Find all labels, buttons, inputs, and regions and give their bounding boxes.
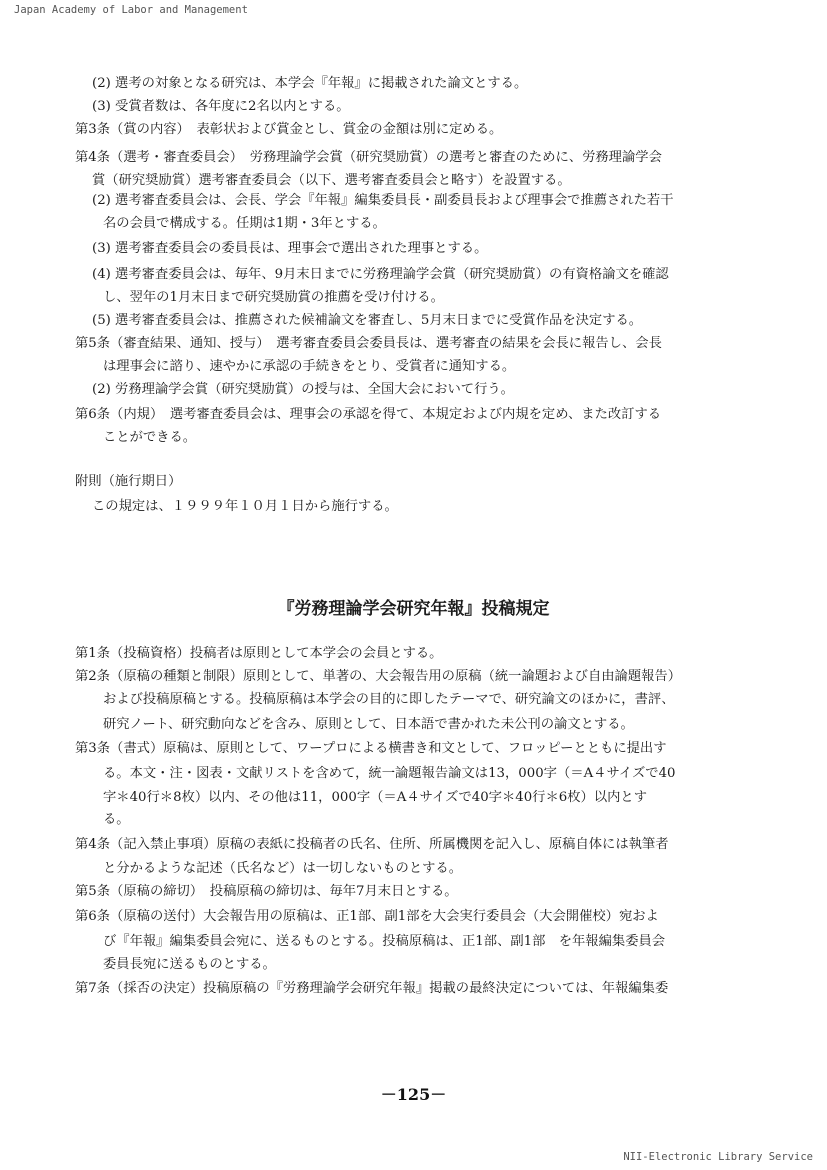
text-line: 第3条（書式）原稿は、原則として、ワープロによる横書き和文として、フロッピーとともに提出す	[75, 741, 667, 756]
text-line: 附則（施行期日）	[75, 474, 182, 489]
text-line: び『年報』編集委員会宛に、送るものとする。投稿原稿は、正1部、副1部 を年報編集委員会	[103, 934, 666, 949]
text-line: 字＊40行＊8枚）以内、その他は11，000字（＝A４サイズで40字＊40行＊6枚）以内とす	[103, 790, 648, 805]
text-line: 第5条（原稿の締切） 投稿原稿の締切は、毎年7月末日とする。	[75, 884, 458, 899]
text-line: 第4条（選考・審査委員会） 労務理論学会賞（研究奨励賞）の選考と審査のために、労務理論学会	[75, 150, 662, 165]
text-line: (2) 選考審査委員会は、会長、学会『年報』編集委員長・副委員長および理事会で推薦された若干	[92, 193, 674, 208]
text-line: 第6条（原稿の送付）大会報告用の原稿は、正1部、副1部を大会実行委員会（大会開催校）宛およ	[75, 909, 659, 924]
library-footer: NII-Electronic Library Service	[623, 1151, 813, 1163]
text-line: (4) 選考審査委員会は、毎年、9月末日までに労務理論学会賞（研究奨励賞）の有資格論文を確認	[92, 267, 669, 282]
text-line: 名の会員で構成する。任期は1期・3年とする。	[103, 216, 386, 231]
text-line: 第7条（採否の決定）投稿原稿の『労務理論学会研究年報』掲載の最終決定については、年報編集委	[75, 981, 669, 996]
text-line: 第1条（投稿資格）投稿者は原則として本学会の会員とする。	[75, 646, 443, 661]
text-line: 研究ノート、研究動向などを含み、原則として、日本語で書かれた未公刊の論文とする。	[103, 717, 634, 732]
text-line: る。	[103, 812, 130, 827]
page-number: －125－	[380, 1085, 447, 1104]
text-line: (5) 選考審査委員会は、推薦された候補論文を審査し、5月末日までに受賞作品を決定する。	[92, 313, 643, 328]
section-title: 『労務理論学会研究年報』投稿規定	[277, 599, 550, 619]
text-line: る。本文・注・図表・文献リストを含めて，統一論題報告論文は13，000字（＝A４サイズで40	[103, 766, 676, 781]
text-line: (2) 選考の対象となる研究は、本学会『年報』に掲載された論文とする。	[92, 76, 528, 91]
text-line: 委員長宛に送るものとする。	[103, 957, 276, 972]
text-line: (2) 労務理論学会賞（研究奨励賞）の授与は、全国大会において行う。	[92, 382, 514, 397]
text-line: 第3条（賞の内容） 表彰状および賞金とし、賞金の金額は別に定める。	[75, 122, 503, 137]
text-line: 第4条（記入禁止事項）原稿の表紙に投稿者の氏名、住所、所属機関を記入し、原稿自体には執筆者	[75, 837, 669, 852]
text-line: および投稿原稿とする。投稿原稿は本学会の目的に即したテーマで、研究論文のほかに，書評、	[103, 692, 675, 707]
text-line: (3) 選考審査委員会の委員長は、理事会で選出された理事とする。	[92, 241, 488, 256]
journal-header: Japan Academy of Labor and Management	[14, 4, 248, 16]
text-line: 第2条（原稿の種類と制限）原則として、単著の、大会報告用の原稿（統一論題および自由論題報告）	[75, 669, 682, 684]
text-line: ことができる。	[103, 430, 197, 445]
text-line: (3) 受賞者数は、各年度に2名以内とする。	[92, 99, 350, 114]
text-line: し、翌年の1月末日まで研究奨励賞の推薦を受け付ける。	[103, 290, 444, 305]
text-line: この規定は、１９９９年１０月１日から施行する。	[92, 499, 398, 514]
text-line: 第6条（内規） 選考審査委員会は、理事会の承認を得て、本規定および内規を定め、また改訂する	[75, 407, 662, 422]
text-line: は理事会に諮り、速やかに承認の手続きをとり、受賞者に通知する。	[103, 359, 516, 374]
text-line: 第5条（審査結果、通知、授与） 選考審査委員会委員長は、選考審査の結果を会長に報告し、会長	[75, 336, 662, 351]
text-line: 賞（研究奨励賞）選考審査委員会（以下、選考審査委員会と略す）を設置する。	[92, 173, 571, 188]
text-line: と分かるような記述（氏名など）は一切しないものとする。	[103, 861, 463, 876]
